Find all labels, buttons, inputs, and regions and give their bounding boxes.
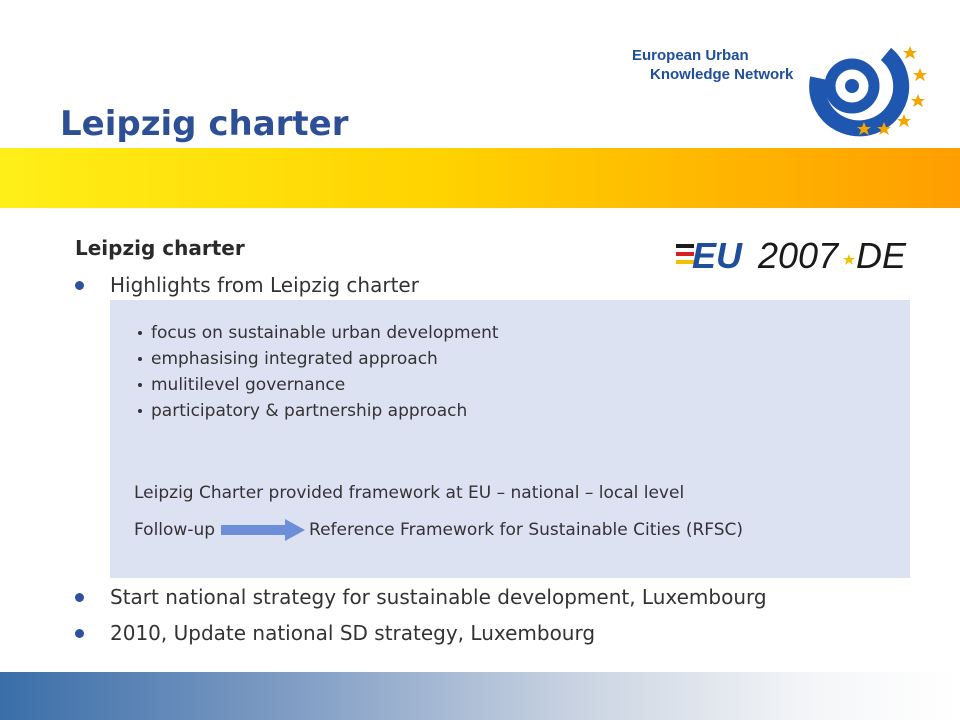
list-item bbox=[138, 346, 499, 372]
followup-target: Reference Framework for Sustainable Cities (RFSC) bbox=[309, 520, 744, 540]
title-band bbox=[0, 148, 960, 208]
bullet-dot-icon bbox=[138, 357, 142, 361]
bullet-text: Start national strategy for sustainable development, Luxembourg bbox=[110, 585, 767, 609]
bullet-text: 2010, Update national SD strategy, Luxembourg bbox=[110, 621, 596, 645]
bullet-highlights bbox=[75, 273, 419, 297]
list-item-text: mulitilevel governance bbox=[151, 375, 346, 395]
list-item-text: participatory & partnership approach bbox=[151, 401, 468, 421]
framework-text: Leipzig Charter provided framework at EU – national – local level bbox=[134, 483, 685, 503]
eu-logo-country: DE bbox=[856, 235, 907, 276]
bullet-dot-icon bbox=[75, 629, 84, 638]
list-item-text: focus on sustainable urban development bbox=[151, 323, 499, 343]
bullet-national-strategy bbox=[75, 585, 767, 609]
eu-logo-year: 2007 bbox=[758, 235, 839, 276]
arrow-right-icon bbox=[221, 518, 305, 542]
eukn-emblem-icon bbox=[800, 38, 930, 138]
star-icon bbox=[843, 254, 855, 265]
highlights-box bbox=[110, 300, 910, 578]
list-item bbox=[138, 398, 499, 424]
section-subtitle: Leipzig charter bbox=[75, 236, 245, 260]
bullet-sd-update bbox=[75, 621, 595, 645]
bullet-dot-icon bbox=[138, 409, 142, 413]
org-logo-text bbox=[632, 46, 793, 84]
footer-band bbox=[0, 672, 960, 720]
highlights-list bbox=[138, 320, 499, 424]
list-item bbox=[138, 320, 499, 346]
page-title: Leipzig charter bbox=[60, 104, 349, 144]
bullet-dot-icon bbox=[138, 331, 142, 335]
list-item bbox=[138, 372, 499, 398]
bullet-dot-icon bbox=[75, 281, 84, 290]
bullet-dot-icon bbox=[138, 383, 142, 387]
bullet-dot-icon bbox=[75, 593, 84, 602]
org-name-line2: Knowledge Network bbox=[650, 66, 794, 83]
followup-label: Follow-up bbox=[134, 520, 216, 540]
org-name-line1: European Urban bbox=[632, 47, 749, 64]
list-item-text: emphasising integrated approach bbox=[151, 349, 438, 369]
bullet-text: Highlights from Leipzig charter bbox=[110, 273, 419, 297]
eu-presidency-logo bbox=[672, 230, 912, 280]
eu-logo-eu: EU bbox=[692, 235, 743, 276]
followup-row bbox=[134, 518, 743, 542]
